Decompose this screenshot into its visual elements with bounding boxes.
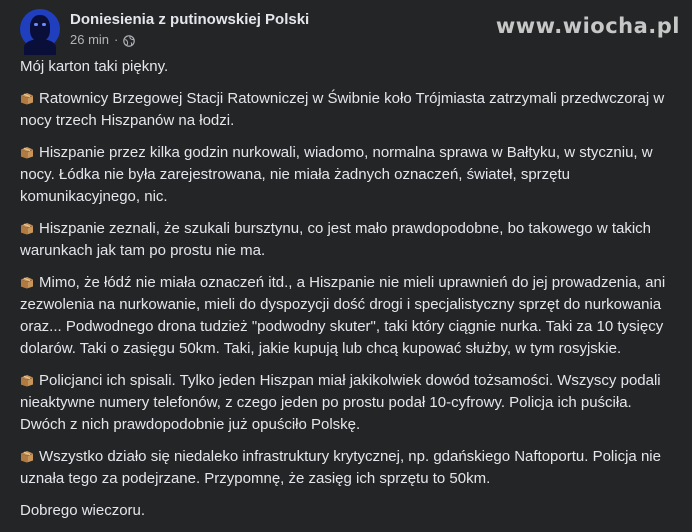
page-avatar[interactable] bbox=[20, 9, 60, 49]
page-name-link[interactable]: Doniesienia z putinowskiej Polski bbox=[70, 11, 310, 28]
package-icon bbox=[20, 274, 34, 287]
post-paragraph bbox=[20, 56, 675, 78]
paragraph-text: Wszystko działo się niedaleko infrastruktury krytycznej, np. gdańskiego Naftoportu. Policja nie uznała tego za podejrzane. Przypomnę, że zasięg ich sprzętu to 50km. bbox=[20, 448, 661, 487]
post-header bbox=[20, 8, 309, 50]
package-icon bbox=[20, 90, 34, 103]
package-icon bbox=[20, 220, 34, 233]
post-paragraph bbox=[20, 446, 675, 490]
post-paragraph bbox=[20, 218, 675, 262]
post-subline bbox=[70, 31, 309, 48]
paragraph-text: Hiszpanie przez kilka godzin nurkowali, wiadomo, normalna sprawa w Bałtyku, w styczniu, w nocy. Łódka nie była zarejestrowana, nie miała żadnych oznaczeń, świateł, sprzętu komunikacyjnego, nic. bbox=[20, 144, 653, 205]
paragraph-text: Dobrego wieczoru. bbox=[20, 502, 146, 519]
paragraph-text: Hiszpanie zeznali, że szukali bursztynu, co jest mało prawdopodobne, bo takowego w takich warunkach jak tam po prostu nie ma. bbox=[20, 220, 651, 259]
post-paragraph bbox=[20, 142, 675, 208]
separator-dot: · bbox=[114, 32, 119, 47]
paragraph-text: Ratownicy Brzegowej Stacji Ratowniczej w Świbnie koło Trójmiasta zatrzymali przedwczoraj w nocy trzech Hiszpanów na łodzi. bbox=[20, 90, 665, 129]
post-paragraph bbox=[20, 370, 675, 436]
avatar-eye-left bbox=[34, 23, 38, 26]
post-timestamp[interactable]: 26 min bbox=[70, 32, 110, 47]
post-body bbox=[20, 56, 675, 532]
paragraph-text: Policjanci ich spisali. Tylko jeden Hiszpan miał jakikolwiek dowód tożsamości. Wszyscy podali nieaktywne numery telefonów, z czego jeden po prostu podał 10-cyfrowy. Policja ich puściła. Dwóch z nich prawdopodobnie już opuściło Polskę. bbox=[20, 372, 661, 433]
site-watermark: www.wiocha.pl bbox=[495, 14, 680, 38]
post-paragraph bbox=[20, 500, 675, 522]
package-icon bbox=[20, 448, 34, 461]
package-icon bbox=[20, 372, 34, 385]
post-paragraph bbox=[20, 272, 675, 360]
package-icon bbox=[20, 144, 34, 157]
paragraph-text: Mój karton taki piękny. bbox=[20, 58, 169, 75]
post-meta bbox=[70, 10, 309, 48]
avatar-eye-right bbox=[42, 23, 46, 26]
paragraph-text: Mimo, że łódź nie miała oznaczeń itd., a Hiszpanie nie mieli uprawnień do jej prowadzenia, ani zezwolenia na nurkowanie, mieli do dyspozycji dość drogi i specjalistyczny sprzęt do nurkowania oraz... Podwodnego drona tudzież "podwodny skuter", taki który ciągnie nurka. Taki za 10 tysięcy dolarów. Taki o zasięgu 50km. Taki, jakie kupują lub chcą kupować służby, w tym rosyjskie. bbox=[20, 274, 666, 357]
avatar-shoulders bbox=[24, 39, 56, 55]
globe-icon[interactable] bbox=[123, 34, 135, 46]
avatar-face bbox=[30, 15, 50, 41]
post-paragraph bbox=[20, 88, 675, 132]
